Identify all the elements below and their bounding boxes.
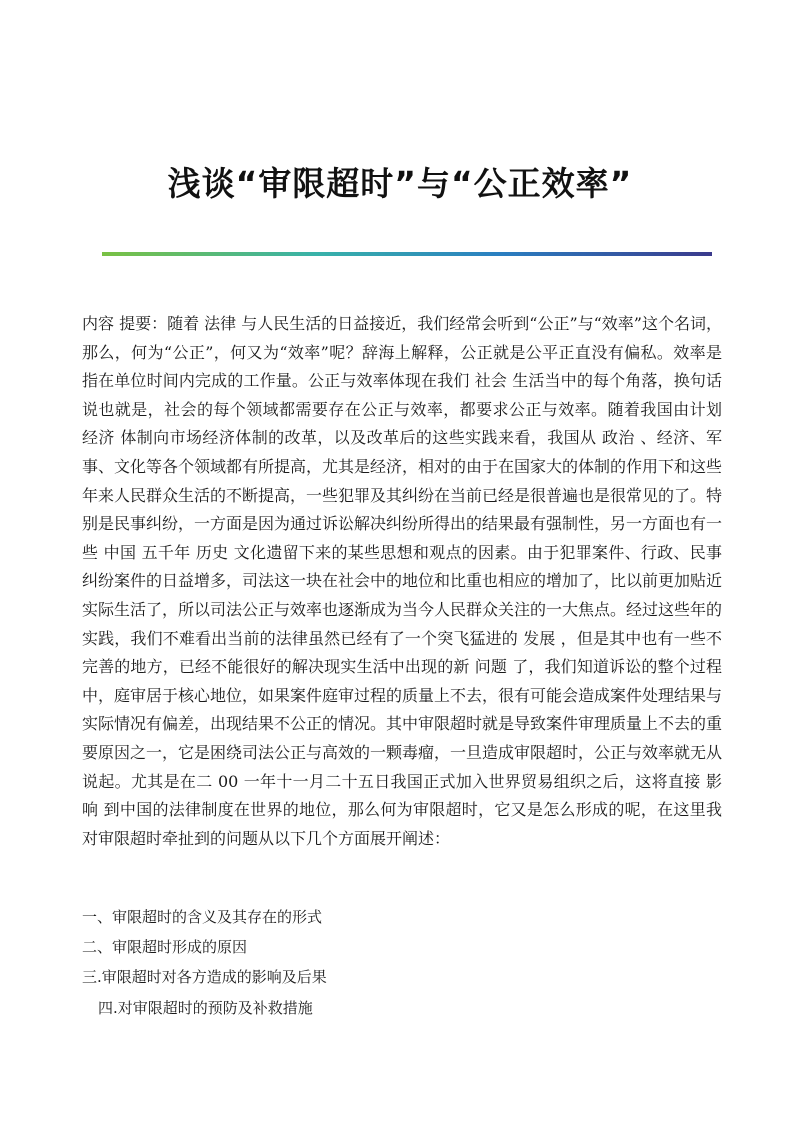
body-paragraph: 内容 提要：随着 法律 与人民生活的日益接近，我们经常会听到“公正”与“效率”这个名词，那么，何为“公正”，何又为“效率”呢？辞海上解释，公正就是公平正直没有偏私。效率是指在单位时间内完成的工作量。公正与效率体现在我们 社会 生活当中的每个角落，换句话说也就是，社会的每个领域都需要存在公正与效率，都要求公正与效率。随着我国由计划 经济 体制向市场经济体制的改革，以及改革后的这些实践来看，我国从 政治 、经济、军事、文化等各个领域都有所提高，尤其是经济，相对的由于在国家大的体制的作用下和这些年来人民群众生活的不断提高，一些犯罪及其纠纷在当前已经是很普遍也是很常见的了。特别是民事纠纷，一方面是因为通过诉讼解决纠纷所得出的结果最有强制性，另一方面也有一些 中国 五千年 历史 文化遗留下来的某些思想和观点的因素。由于犯罪案件、行政、民事纠纷案件的日益增多，司法这一块在社会中的地位和比重也相应的增加了，比以前更加贴近实际生活了，所以司法公正与效率也逐渐成为当今人民群众关注的一大焦点。经过这些年的实践，我们不难看出当前的法律虽然已经有了一个突飞猛进的 发展 ，但是其中也有一些不完善的地方，已经不能很好的解决现实生活中出现的新 问题 了，我们知道诉讼的整个过程中，庭审居于核心地位，如果案件庭审过程的质量上不去，很有可能会造成案件处理结果与实际情况有偏差，出现结果不公正的情况。其中审限超时就是导致案件审理质量上不去的重要原因之一，它是困绕司法公正与高效的一颗毒瘤，一旦造成审限超时，公正与效率就无从说起。尤其是在二 00 一年十一月二十五日我国正式加入世界贸易组织之后，这将直接 影响 到中国的法律制度在世界的地位，那么何为审限超时，它又是怎么形成的呢，在这里我对审限超时牵扯到的问题从以下几个方面展开阐述： <box>82 314 723 848</box>
outline-item-4: 四.对审限超时的预防及补救措施 <box>98 999 313 1017</box>
outline-item-1: 一、审限超时的含义及其存在的形式 <box>82 908 323 926</box>
outline-item-3: 三.审限超时对各方造成的影响及后果 <box>82 968 327 986</box>
outline-item-2: 二、审限超时形成的原因 <box>82 938 248 956</box>
document-title: 浅谈“审限超时”与“公正效率” <box>167 164 633 203</box>
title-divider <box>102 252 712 256</box>
